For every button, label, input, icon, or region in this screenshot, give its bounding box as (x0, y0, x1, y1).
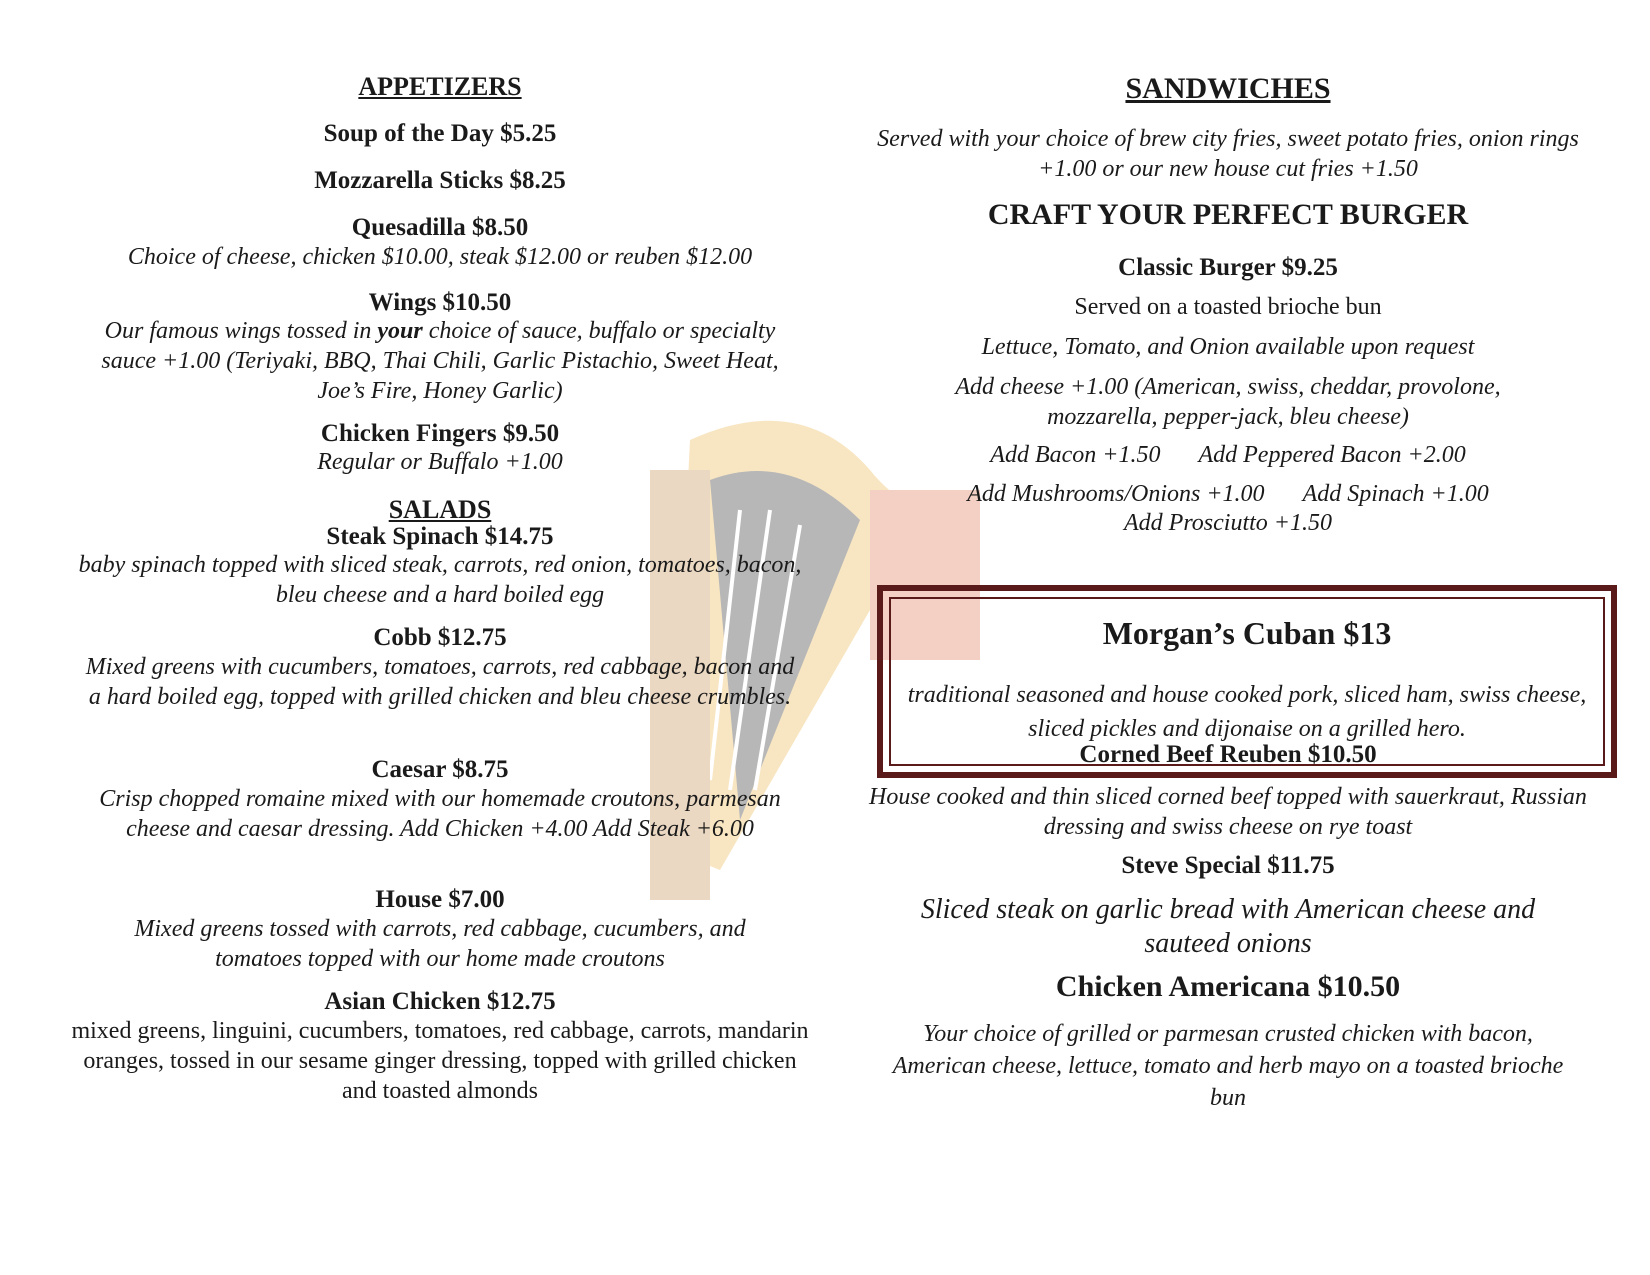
steve-special-title: Steve Special $11.75 (1121, 852, 1335, 879)
wings-emphasis: your (377, 318, 423, 344)
classic-burger-served: Served on a toasted brioche bun (1074, 294, 1382, 320)
steve-special-desc: Sliced steak on garlic bread with American cheese and sauteed onions (920, 894, 1536, 959)
house-desc: Mixed greens tossed with carrots, red cabbage, cucumbers, and tomatoes topped with our home made croutons (134, 916, 746, 972)
fingers-desc: Regular or Buffalo +1.00 (317, 449, 563, 475)
cheese-option: Add cheese +1.00 (American, swiss, cheddar, provolone, mozzarella, pepper-jack, bleu cheese) (955, 374, 1501, 430)
mushroom-spinach-options (868, 479, 1588, 509)
asian-desc: mixed greens, linguini, cucumbers, tomatoes, red cabbage, carrots, mandarin oranges, tossed in our sesame ginger dressing, topped with grilled chicken and toasted almonds (71, 1018, 809, 1104)
soup-item: Soup of the Day $5.25 (323, 120, 557, 147)
lettuce-note: Lettuce, Tomato, and Onion available upon request (981, 334, 1475, 360)
americana-desc: Your choice of grilled or parmesan crusted chicken with bacon, American cheese, lettuce, tomato and herb mayo on a toasted brioche bun (892, 1021, 1564, 1111)
wings-desc: Our famous wings tossed in your choice of sauce, buffalo or specialty sauce +1.00 (Teriyaki, BBQ, Thai Chili, Garlic Pistachio, Sweet Heat, Joe’s Fire, Honey Garlic) (101, 318, 779, 404)
salads-heading: SALADS (388, 495, 492, 524)
appetizers-heading: APPETIZERS (358, 72, 522, 101)
americana-title: Chicken Americana $10.50 (1055, 970, 1401, 1003)
asian-title: Asian Chicken $12.75 (324, 988, 556, 1015)
cuban-title: Morgan’s Cuban $13 (1102, 615, 1392, 651)
steak-spinach-desc: baby spinach topped with sliced steak, carrots, red onion, tomatoes, bacon, bleu cheese and a hard boiled egg (78, 552, 802, 608)
house-title: House $7.00 (375, 886, 505, 913)
bacon-options (868, 440, 1588, 470)
mozzarella-item: Mozzarella Sticks $8.25 (314, 167, 566, 194)
cobb-desc: Mixed greens with cucumbers, tomatoes, carrots, red cabbage, bacon and a hard boiled egg, topped with grilled chicken and bleu cheese crumbles. (85, 654, 795, 710)
spinach-option: Add Spinach +1.00 (1302, 481, 1489, 507)
caesar-title: Caesar $8.75 (371, 756, 509, 783)
wings-title: Wings $10.50 (368, 289, 512, 316)
cobb-title: Cobb $12.75 (373, 624, 507, 651)
bacon-option: Add Bacon +1.50 (990, 442, 1161, 468)
cuban-desc: traditional seasoned and house cooked pork, sliced ham, swiss cheese, sliced pickles and dijonaise on a grilled hero. (907, 682, 1587, 742)
quesadilla-desc: Choice of cheese, chicken $10.00, steak $12.00 or reuben $12.00 (127, 244, 753, 270)
sandwiches-desc: Served with your choice of brew city fries, sweet potato fries, onion rings +1.00 or our new house cut fries +1.50 (877, 126, 1579, 182)
reuben-title: Corned Beef Reuben $10.50 (1079, 741, 1377, 768)
peppered-bacon-option: Add Peppered Bacon +2.00 (1198, 442, 1466, 468)
fingers-title: Chicken Fingers $9.50 (320, 420, 560, 447)
prosciutto-option: Add Prosciutto +1.50 (1124, 510, 1332, 536)
steak-spinach-title: Steak Spinach $14.75 (326, 523, 554, 550)
quesadilla-title: Quesadilla $8.50 (351, 214, 529, 241)
caesar-desc: Crisp chopped romaine mixed with our homemade croutons, parmesan cheese and caesar dressing. Add Chicken +4.00 Add Steak +6.00 (99, 786, 781, 842)
mushrooms-option: Add Mushrooms/Onions +1.00 (967, 481, 1265, 507)
featured-cuban-box (877, 585, 1617, 778)
sandwiches-heading: SANDWICHES (1125, 72, 1331, 105)
classic-burger-title: Classic Burger $9.25 (1118, 254, 1338, 281)
craft-burger-heading: CRAFT YOUR PERFECT BURGER (987, 198, 1469, 231)
reuben-desc: House cooked and thin sliced corned beef topped with sauerkraut, Russian dressing and swiss cheese on rye toast (869, 784, 1587, 840)
